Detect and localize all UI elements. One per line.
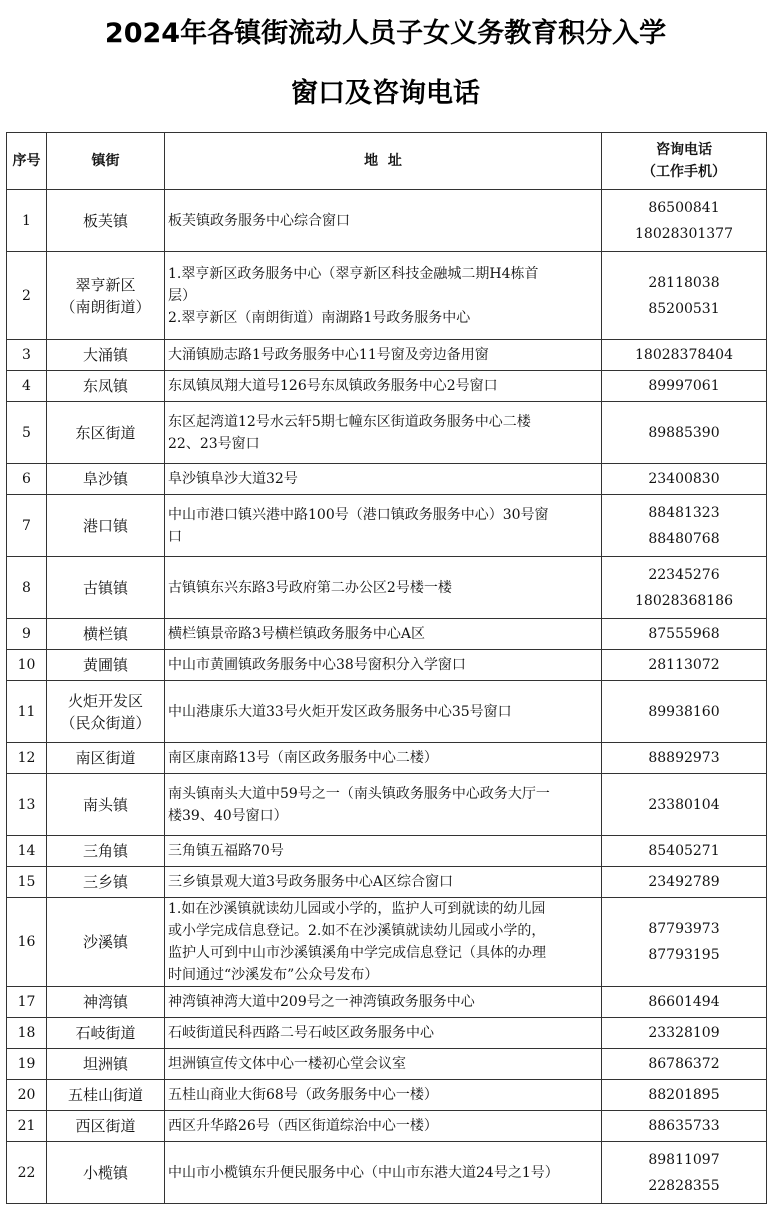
address-line: 东区起湾道12号水云轩5期七幢东区街道政务服务中心二楼	[168, 413, 531, 430]
town-cell	[47, 836, 165, 867]
town-cell	[47, 1049, 165, 1080]
town-name: 南头镇	[82, 795, 128, 814]
phone-number: 88480768	[648, 530, 720, 547]
row-number: 15	[7, 867, 47, 898]
address-line: 1.翠亨新区政务服务中心（翠亨新区科技金融城二期H4栋首	[168, 265, 539, 282]
town-name: 南区街道	[75, 749, 136, 767]
phone-number: 86601494	[648, 994, 720, 1010]
town-name: 沙溪镇	[82, 933, 128, 951]
phone-cell	[602, 774, 767, 836]
address-cell	[165, 1018, 602, 1049]
town-name: 东区街道	[75, 423, 136, 442]
table-row	[7, 867, 767, 898]
phone-number: 28118038	[648, 274, 720, 291]
phone-number: 22345276	[648, 566, 720, 583]
header-phone-line2: （工作手机）	[642, 164, 726, 180]
consultation-table	[6, 132, 767, 1204]
address-cell	[165, 743, 602, 774]
address-cell	[165, 867, 602, 898]
table-row	[7, 1080, 767, 1111]
address-line: 中山市黄圃镇政务服务中心38号窗积分入学窗口	[168, 657, 466, 673]
phone-cell	[602, 557, 767, 619]
address-cell	[165, 402, 602, 464]
phone-number: 18028368186	[635, 592, 733, 609]
phone-number: 89885390	[648, 424, 720, 441]
row-number: 20	[7, 1080, 47, 1111]
town-cell	[47, 340, 165, 371]
phone-cell	[602, 681, 767, 743]
header-town: 镇街	[47, 133, 165, 190]
town-cell	[47, 1018, 165, 1049]
town-name: 三乡镇	[82, 873, 128, 891]
town-cell	[47, 402, 165, 464]
town-name: （民众街道）	[60, 713, 151, 732]
address-line: 层）	[168, 287, 196, 304]
town-name: 古镇镇	[82, 578, 128, 597]
town-cell	[47, 987, 165, 1018]
address-line: 横栏镇景帝路3号横栏镇政务服务中心A区	[168, 626, 426, 642]
phone-cell	[602, 619, 767, 650]
row-number: 1	[7, 190, 47, 252]
address-cell	[165, 836, 602, 867]
town-cell	[47, 898, 165, 987]
town-name: 翠亨新区	[75, 275, 136, 294]
town-name: 西区街道	[75, 1117, 136, 1135]
phone-cell	[602, 252, 767, 340]
header-address: 地 址	[165, 133, 602, 190]
address-cell	[165, 190, 602, 252]
address-cell	[165, 1111, 602, 1142]
address-line: 时间通过“沙溪发布”公众号发布）	[168, 967, 379, 983]
town-name: 阜沙镇	[82, 470, 128, 488]
page-subtitle: 窗口及咨询电话	[291, 78, 480, 109]
town-name: 大涌镇	[82, 346, 128, 364]
address-line: 三乡镇景观大道3号政务服务中心A区综合窗口	[168, 874, 454, 890]
row-number: 7	[7, 495, 47, 557]
table-row	[7, 1111, 767, 1142]
table-row	[7, 557, 767, 619]
table-row	[7, 371, 767, 402]
town-cell	[47, 774, 165, 836]
address-line: 板芙镇政务服务中心综合窗口	[168, 212, 350, 229]
address-line: 中山港康乐大道33号火炬开发区政务服务中心35号窗口	[168, 703, 512, 720]
table-header-row	[7, 133, 767, 190]
address-line: 五桂山商业大街68号（政务服务中心一楼）	[168, 1087, 438, 1103]
row-number: 19	[7, 1049, 47, 1080]
address-line: 口	[168, 528, 182, 545]
phone-cell	[602, 190, 767, 252]
table-row	[7, 1018, 767, 1049]
row-number: 2	[7, 252, 47, 340]
table-row	[7, 464, 767, 495]
address-line: 或小学完成信息登记。2.如不在沙溪镇就读幼儿园或小学的，	[168, 923, 546, 939]
row-number: 6	[7, 464, 47, 495]
address-line: 阜沙镇阜沙大道32号	[168, 471, 298, 487]
town-name: 坦洲镇	[82, 1055, 128, 1073]
phone-number: 18028301377	[635, 225, 733, 242]
phone-number: 23380104	[648, 796, 720, 813]
address-line: 西区升华路26号（西区街道综治中心一楼）	[168, 1118, 438, 1134]
town-name: 小榄镇	[82, 1163, 128, 1182]
address-line: 坦洲镇宣传文体中心一楼初心堂会议室	[168, 1056, 406, 1072]
phone-number: 22828355	[648, 1177, 720, 1194]
row-number: 13	[7, 774, 47, 836]
address-line: 南区康南路13号（南区政务服务中心二楼）	[168, 750, 438, 766]
address-cell	[165, 557, 602, 619]
address-line: 22、23号窗口	[168, 435, 260, 452]
phone-number: 86786372	[648, 1056, 720, 1072]
table-row	[7, 340, 767, 371]
address-cell	[165, 340, 602, 371]
address-line: 中山市港口镇兴港中路100号（港口镇政务服务中心）30号窗	[168, 506, 549, 523]
town-cell	[47, 252, 165, 340]
table-row	[7, 650, 767, 681]
town-name: 板芙镇	[82, 211, 128, 230]
phone-cell	[602, 1142, 767, 1204]
row-number: 5	[7, 402, 47, 464]
table-row	[7, 190, 767, 252]
row-number: 21	[7, 1111, 47, 1142]
table-row	[7, 898, 767, 987]
address-line: 三角镇五福路70号	[168, 843, 284, 859]
town-cell	[47, 464, 165, 495]
town-name: 黄圃镇	[82, 656, 128, 674]
phone-number: 23328109	[648, 1025, 720, 1041]
address-cell	[165, 252, 602, 340]
town-cell	[47, 1142, 165, 1204]
town-cell	[47, 743, 165, 774]
address-line: 监护人可到中山市沙溪镇溪角中学完成信息登记（具体的办理	[168, 945, 546, 961]
town-cell	[47, 190, 165, 252]
page-title: 2024年各镇街流动人员子女义务教育积分入学	[104, 18, 667, 49]
address-cell	[165, 681, 602, 743]
phone-cell	[602, 495, 767, 557]
phone-number: 87793973	[648, 921, 720, 937]
phone-cell	[602, 1111, 767, 1142]
table-row	[7, 619, 767, 650]
town-name: 东凤镇	[82, 377, 128, 395]
table-row	[7, 252, 767, 340]
address-cell	[165, 898, 602, 987]
phone-cell	[602, 898, 767, 987]
phone-cell	[602, 402, 767, 464]
row-number: 8	[7, 557, 47, 619]
row-number: 11	[7, 681, 47, 743]
address-line: 中山市小榄镇东升便民服务中心（中山市东港大道24号之1号）	[168, 1164, 559, 1181]
town-cell	[47, 650, 165, 681]
phone-cell	[602, 650, 767, 681]
phone-cell	[602, 1080, 767, 1111]
town-name: 火炬开发区	[67, 691, 143, 710]
town-cell	[47, 495, 165, 557]
table-row	[7, 836, 767, 867]
address-cell	[165, 1049, 602, 1080]
address-line: 2.翠亨新区（南朗街道）南湖路1号政务服务中心	[168, 309, 471, 326]
town-cell	[47, 371, 165, 402]
row-number: 12	[7, 743, 47, 774]
row-number: 9	[7, 619, 47, 650]
row-number: 18	[7, 1018, 47, 1049]
address-cell	[165, 1080, 602, 1111]
table-row	[7, 1142, 767, 1204]
row-number: 17	[7, 987, 47, 1018]
row-number: 10	[7, 650, 47, 681]
town-cell	[47, 619, 165, 650]
phone-cell	[602, 836, 767, 867]
phone-cell	[602, 1049, 767, 1080]
town-name: 港口镇	[82, 516, 128, 535]
phone-number: 85200531	[648, 300, 720, 317]
phone-number: 88635733	[648, 1118, 720, 1134]
town-cell	[47, 1111, 165, 1142]
header-phone-line1: 咨询电话	[656, 142, 712, 158]
address-line: 石岐街道民科西路二号石岐区政务服务中心	[168, 1025, 434, 1041]
phone-number: 23492789	[648, 874, 720, 890]
town-cell	[47, 1080, 165, 1111]
phone-number: 87555968	[648, 626, 720, 642]
phone-cell	[602, 1018, 767, 1049]
row-number: 14	[7, 836, 47, 867]
phone-cell	[602, 340, 767, 371]
address-cell	[165, 650, 602, 681]
phone-number: 85405271	[648, 843, 720, 859]
table-row	[7, 402, 767, 464]
row-number: 3	[7, 340, 47, 371]
town-name: 三角镇	[82, 842, 128, 860]
phone-number: 88201895	[648, 1087, 720, 1103]
address-cell	[165, 987, 602, 1018]
phone-number: 89938160	[648, 703, 720, 720]
address-cell	[165, 1142, 602, 1204]
address-cell	[165, 774, 602, 836]
town-cell	[47, 681, 165, 743]
town-name: （南朗街道）	[60, 297, 151, 316]
table-row	[7, 495, 767, 557]
town-name: 石岐街道	[75, 1024, 136, 1042]
phone-cell	[602, 743, 767, 774]
town-name: 五桂山街道	[67, 1086, 143, 1104]
address-cell	[165, 464, 602, 495]
address-cell	[165, 371, 602, 402]
row-number: 4	[7, 371, 47, 402]
phone-number: 28113072	[648, 657, 720, 673]
row-number: 22	[7, 1142, 47, 1204]
table-row	[7, 681, 767, 743]
address-line: 东凤镇凤翔大道号126号东凤镇政务服务中心2号窗口	[168, 378, 498, 394]
town-name: 横栏镇	[82, 625, 128, 643]
phone-number: 88892973	[648, 750, 720, 766]
table-row	[7, 1049, 767, 1080]
phone-number: 18028378404	[635, 347, 733, 363]
address-line: 神湾镇神湾大道中209号之一神湾镇政务服务中心	[168, 994, 475, 1010]
address-line: 南头镇南头大道中59号之一（南头镇政务服务中心政务大厅一	[168, 785, 550, 802]
phone-cell	[602, 867, 767, 898]
phone-number: 23400830	[648, 471, 720, 487]
table-row	[7, 774, 767, 836]
row-number: 16	[7, 898, 47, 987]
phone-number: 86500841	[648, 199, 720, 216]
header-phone	[602, 133, 767, 190]
phone-number: 88481323	[648, 504, 720, 521]
town-cell	[47, 867, 165, 898]
phone-cell	[602, 987, 767, 1018]
address-cell	[165, 619, 602, 650]
address-line: 古镇镇东兴东路3号政府第二办公区2号楼一楼	[168, 579, 452, 596]
header-no: 序号	[7, 133, 47, 190]
address-line: 1.如在沙溪镇就读幼儿园或小学的，监护人可到就读的幼儿园	[168, 901, 546, 917]
phone-number: 87793195	[648, 947, 720, 963]
table-row	[7, 743, 767, 774]
phone-number: 89811097	[648, 1151, 720, 1168]
address-line: 楼39、40号窗口）	[168, 807, 288, 824]
address-line: 大涌镇励志路1号政务服务中心11号窗及旁边备用窗	[168, 347, 489, 363]
phone-cell	[602, 464, 767, 495]
phone-number: 89997061	[648, 378, 720, 394]
address-cell	[165, 495, 602, 557]
town-name: 神湾镇	[82, 993, 128, 1011]
table-row	[7, 987, 767, 1018]
town-cell	[47, 557, 165, 619]
phone-cell	[602, 371, 767, 402]
